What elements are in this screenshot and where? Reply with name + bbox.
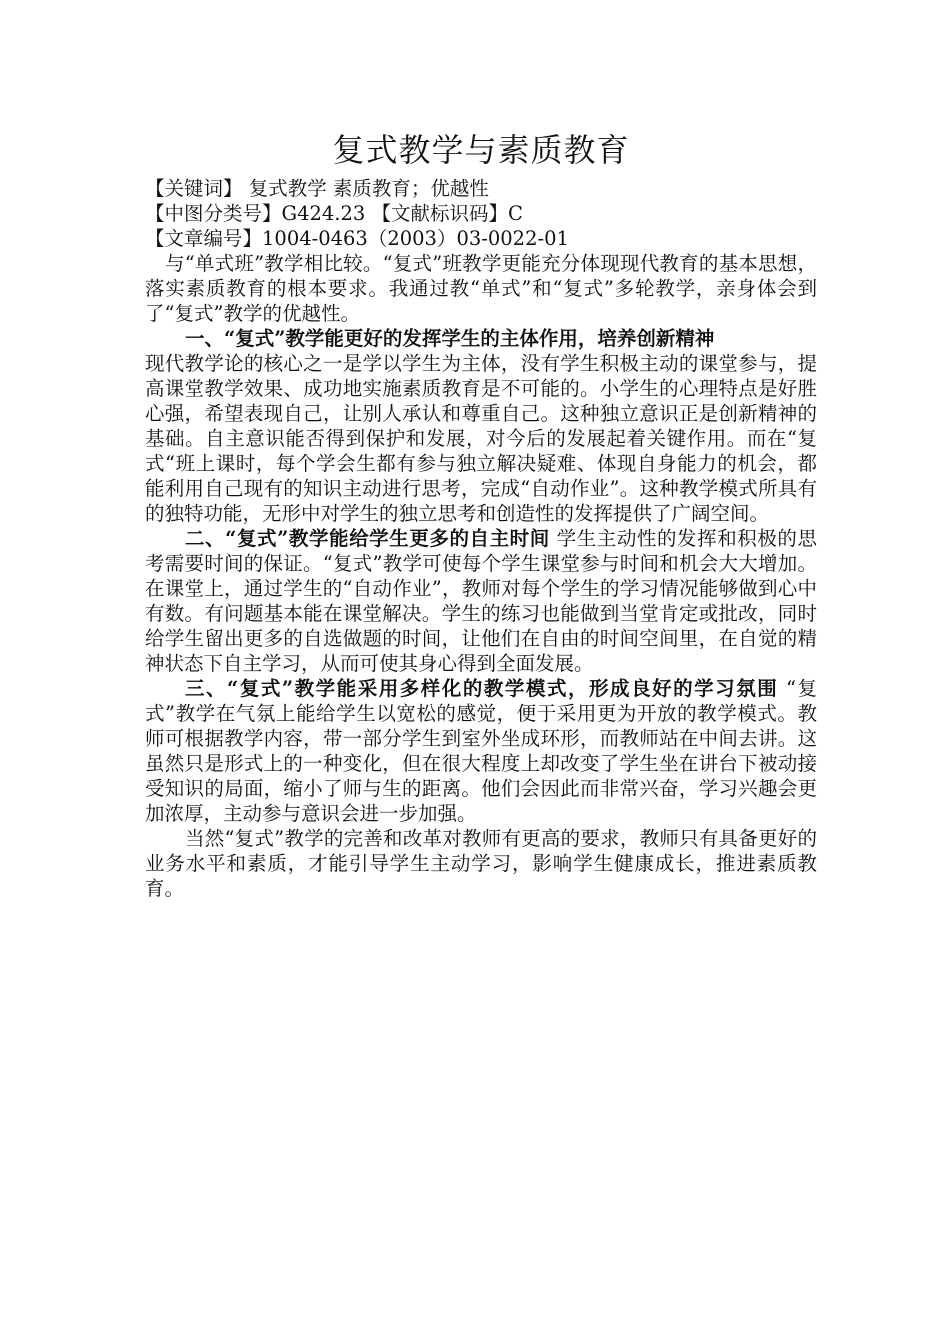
intro-paragraph: 与“单式班”教学相比较。“复式”班教学更能充分体现现代教育的基本思想，落实素质教育的根本要求。我通过教“单式”和“复式”多轮教学，亲身体会到了“复式”教学的优越性。 [145, 252, 817, 325]
article-number-line: 【文章编号】1004-0463（2003）03-0022-01 [145, 227, 569, 250]
section3-paragraph [145, 676, 817, 826]
section2-body: 学生主动性的发挥和积极的思考需要时间的保证。“复式”教学可使每个学生课堂参与时间和机会大大增加。在课堂上，通过学生的“自动作业”，教师对每个学生的学习情况能够做到心中有数。有问题基本能在课堂解决。学生的练习也能做到当堂肯定或批改，同时给学生留出更多的自选做题的时间，让他们在自由的时间空间里，在自觉的精神状态下自主学习，从而可使其身心得到全面发展。 [145, 527, 818, 675]
section1-heading-text: 一、“复式”教学能更好的发挥学生的主体作用，培养创新精神 [185, 327, 715, 350]
section3-heading: 三、“复式”教学能采用多样化的教学模式，形成良好的学习氛围 [185, 677, 779, 700]
classification-line: 【中图分类号】G424.23 【文献标识码】C [145, 202, 523, 225]
section3-body: “复式”教学在气氛上能给学生以宽松的感觉，便于采用更为开放的教学模式。教师可根据教学内容，带一部分学生到室外坐成环形，而教师站在中间去讲。这虽然只是形式上的一种变化，但在很大程度上却改变了学生坐在讲台下被动接受知识的局面，缩小了师与生的距离。他们会因此而非常兴奋，学习兴趣会更加浓厚，主动参与意识会进一步加强。 [145, 677, 818, 825]
document-page [145, 128, 817, 901]
section1-body: 现代教学论的核心之一是学以学生为主体，没有学生积极主动的课堂参与，提高课堂教学效果、成功地实施素质教育是不可能的。小学生的心理特点是好胜心强，希望表现自己，让别人承认和尊重自己。这种独立意识正是创新精神的基础。自主意识能否得到保护和发展，对今后的发展起着关键作用。而在“复式“班上课时，每个学会生都有参与独立解决疑难、体现自身能力的机会，都能利用自己现有的知识主动进行思考，完成“自动作业”。这种教学模式所具有的独特功能，无形中对学生的独立思考和创造性的发挥提供了广阔空间。 [145, 352, 817, 525]
section1-heading [145, 326, 817, 351]
section2-paragraph [145, 526, 817, 676]
document-title: 复式教学与素质教育 [332, 131, 630, 169]
conclusion-paragraph: 当然“复式”教学的完善和改革对教师有更高的要求，教师只有具备更好的业务水平和素质，才能引导学生主动学习，影响学生健康成长，推进素质教育。 [145, 827, 817, 900]
keywords-line: 【关键词】 复式教学 素质教育；优越性 [145, 177, 489, 200]
section2-heading: 二、“复式”教学能给学生更多的自主时间 [185, 527, 550, 550]
